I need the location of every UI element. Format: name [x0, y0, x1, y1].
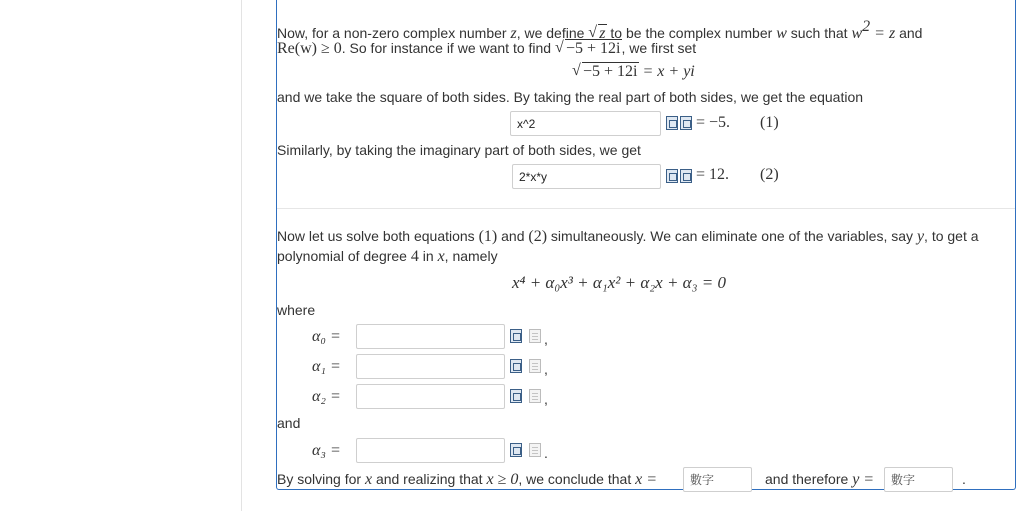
final-x-eq: x =: [635, 471, 658, 488]
final-text-c: , we conclude that: [518, 471, 632, 487]
math-w-squared: [851, 18, 896, 42]
alpha2-input[interactable]: [356, 384, 505, 409]
section-separator: [277, 208, 1015, 209]
preview-icon[interactable]: [510, 443, 522, 457]
intro-line-2: [277, 39, 696, 58]
help-icon[interactable]: [529, 329, 541, 343]
preview-icon[interactable]: [510, 389, 522, 403]
intro-text-2: , we define: [516, 25, 585, 41]
display-rhs: = x + yi: [638, 63, 695, 80]
paragraph-imag-part: Similarly, by taking the imaginary part of both sides, we get: [277, 142, 641, 158]
solve-tag-2: (2): [528, 228, 548, 245]
paragraph-solve: [277, 227, 979, 246]
alpha2-label: α₂ =: [312, 388, 341, 405]
help-icon[interactable]: [529, 359, 541, 373]
final-text-b: and realizing that: [375, 471, 483, 487]
preview-icon[interactable]: [666, 116, 678, 130]
polynomial-equation: x⁴ + α₀x³ + α₁x² + α₂x + α₃ = 0: [512, 273, 726, 292]
paragraph-real-part: and we take the square of both sides. By taking the real part of both sides, we get the equation: [277, 89, 864, 105]
math-re-condition: Re(w) ≥ 0: [277, 40, 342, 57]
eq2-rhs: = 12.: [696, 166, 730, 183]
sqrt-example: [555, 40, 622, 58]
final-text-d: and therefore: [765, 471, 849, 487]
intro-text-5: and: [899, 25, 923, 41]
intro-text-4: such that: [790, 25, 848, 41]
final-y-eq: y =: [852, 471, 875, 488]
alpha1-label: α₁ =: [312, 358, 341, 375]
alpha0-input[interactable]: [356, 324, 505, 349]
solve-text-a: Now let us solve both equations: [277, 228, 475, 244]
intro-text-3: to be the complex number: [610, 25, 773, 41]
x-answer-input[interactable]: 數字: [683, 467, 752, 492]
solve-text-f: in: [422, 248, 434, 264]
and-label: and: [277, 415, 301, 431]
math-z: z: [510, 25, 517, 42]
solve-degree: 4: [410, 248, 419, 265]
alpha1-punct: ,: [544, 361, 548, 377]
solve-tag-1: (1): [478, 228, 498, 245]
sqrt-example-radicand: −5 + 12i: [566, 40, 621, 57]
alpha3-label: α₃ =: [312, 442, 341, 459]
display-sqrt-radicand: −5 + 12i: [583, 63, 638, 80]
solve-text-b: and: [501, 228, 525, 244]
eq2-input[interactable]: 2*x*y: [512, 164, 661, 189]
eq2-tag: (2): [760, 166, 779, 183]
final-var-x: x: [364, 471, 373, 488]
help-icon[interactable]: [680, 169, 692, 183]
help-icon[interactable]: [680, 116, 692, 130]
intro-text-1: Now, for a non-zero complex number: [277, 25, 507, 41]
help-icon[interactable]: [529, 389, 541, 403]
paragraph-solve-2: [277, 247, 498, 266]
alpha0-label: α₀ =: [312, 328, 341, 345]
math-w: w: [776, 25, 787, 42]
final-text-a: By solving for: [277, 471, 362, 487]
solve-text-e: polynomial of degree: [277, 248, 407, 264]
final-line: [277, 470, 657, 489]
math-w2-exp: 2: [862, 18, 871, 35]
alpha1-input[interactable]: [356, 354, 505, 379]
solve-text-c: simultaneously. We can eliminate one of the variables, say: [550, 228, 914, 244]
display-sqrt: [572, 63, 639, 81]
final-line-2: [765, 470, 874, 489]
eq1-input[interactable]: x^2: [510, 111, 661, 136]
eq1-rhs: = −5.: [696, 114, 731, 131]
eq1-tag: (1): [760, 114, 779, 131]
alpha0-punct: ,: [544, 331, 548, 347]
alpha3-punct: .: [544, 445, 548, 461]
where-label: where: [277, 302, 316, 318]
solve-text-d: , to get a: [924, 228, 979, 244]
math-w2-base: w: [851, 25, 863, 42]
final-condition: x ≥ 0: [486, 471, 519, 488]
solve-text-g: , namely: [444, 248, 498, 264]
sqrt-z-radicand: z: [599, 25, 606, 42]
preview-icon[interactable]: [510, 329, 522, 343]
y-answer-input[interactable]: 數字: [884, 467, 953, 492]
math-eq-z: = z: [870, 25, 896, 42]
intro-text-7: , we first set: [621, 40, 697, 56]
solve-var-y: y: [916, 228, 925, 245]
final-end: .: [962, 471, 966, 487]
help-icon[interactable]: [529, 443, 541, 457]
intro-text-6: . So for instance if we want to find: [341, 40, 552, 56]
display-equation: [572, 62, 695, 81]
left-divider: [241, 0, 242, 511]
alpha3-input[interactable]: [356, 438, 505, 463]
preview-icon[interactable]: [666, 169, 678, 183]
solve-var-x: x: [437, 248, 445, 265]
preview-icon[interactable]: [510, 359, 522, 373]
alpha2-punct: ,: [544, 391, 548, 407]
